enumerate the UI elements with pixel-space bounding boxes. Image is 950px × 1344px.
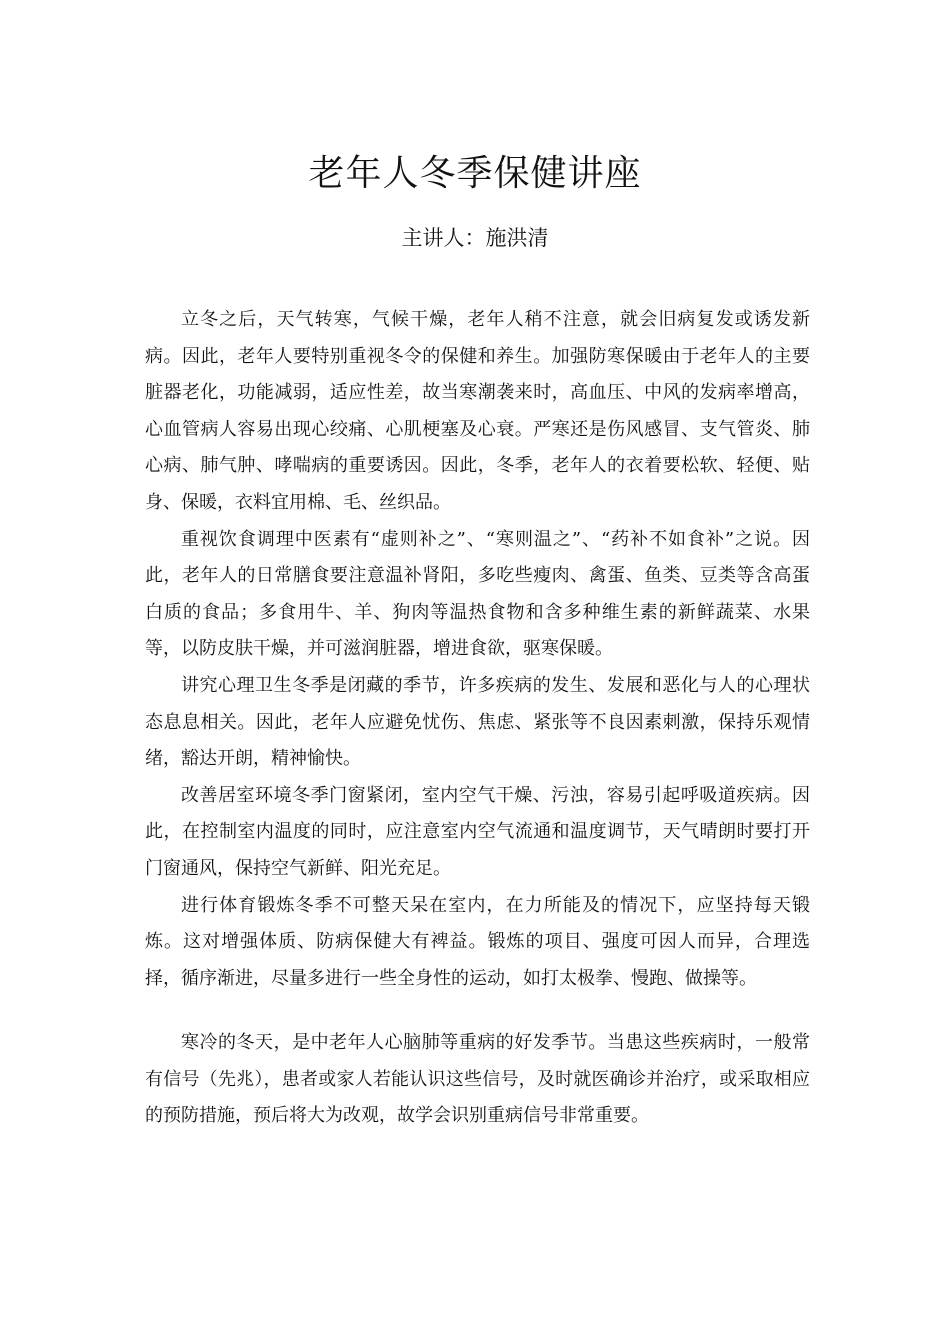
- speaker-line: 主讲人：施洪清: [401, 226, 549, 250]
- paragraph-warning-signs: 寒冷的冬天，是中老年人心脑肺等重病的好发季节。当患这些疾病时，一般常有信号（先兆），患者或家人若能认识这些信号，及时就医确诊并治疗，或采取相应的预防措施，预后将大为改观，故学会识别重病信号非常重要。: [145, 1032, 810, 1127]
- paragraph-winter-warmth: 立冬之后，天气转寒，气候干燥，老年人稍不注意，就会旧病复发或诱发新病。因此，老年人要特别重视冬令的保健和养生。加强防寒保暖由于老年人的主要脏器老化，功能减弱，适应性差，故当寒潮袭来时，高血压、中风的发病率增高，心血管病人容易出现心绞痛、心肌梗塞及心衰。严寒还是伤风感冒、支气管炎、肺心病、肺气肿、哮喘病的重要诱因。因此，冬季，老年人的衣着要松软、轻便、贴身、保暖，衣料宜用棉、毛、丝织品。: [145, 309, 810, 513]
- paragraph-exercise: 进行体育锻炼冬季不可整天呆在室内，在力所能及的情况下，应坚持每天锻炼。这对增强体质、防病保健大有裨益。锻炼的项目、强度可因人而异，合理选择，循序渐进，尽量多进行一些全身性的运动，如打太极拳、慢跑、做操等。: [145, 894, 810, 989]
- paragraph-spacer: [145, 997, 810, 1025]
- document-title: 老年人冬季保健讲座: [308, 153, 642, 194]
- document-body: [145, 302, 810, 1135]
- paragraph-mental-health: 讲究心理卫生冬季是闭藏的季节，许多疾病的发生、发展和恶化与人的心理状态息息相关。因此，老年人应避免忧伤、焦虑、紧张等不良因素刺激，保持乐观情绪，豁达开朗，精神愉快。: [145, 674, 810, 770]
- paragraph-living-environment: 改善居室环境冬季门窗紧闭，室内空气干燥、污浊，容易引起呼吸道疾病。因此，在控制室内温度的同时，应注意室内空气流通和温度调节，天气晴朗时要打开门窗通风，保持空气新鲜、阳光充足。: [145, 784, 810, 879]
- paragraph-diet: 重视饮食调理中医素有“虚则补之”、“寒则温之”、“药补不如食补”之说。因此，老年人的日常膳食要注意温补肾阳，多吃些瘦肉、禽蛋、鱼类、豆类等含高蛋白质的食品；多食用牛、羊、狗肉等温热食物和含多种维生素的新鲜蔬菜、水果等，以防皮肤干燥，并可滋润脏器，增进食欲，驱寒保暖。: [145, 528, 810, 660]
